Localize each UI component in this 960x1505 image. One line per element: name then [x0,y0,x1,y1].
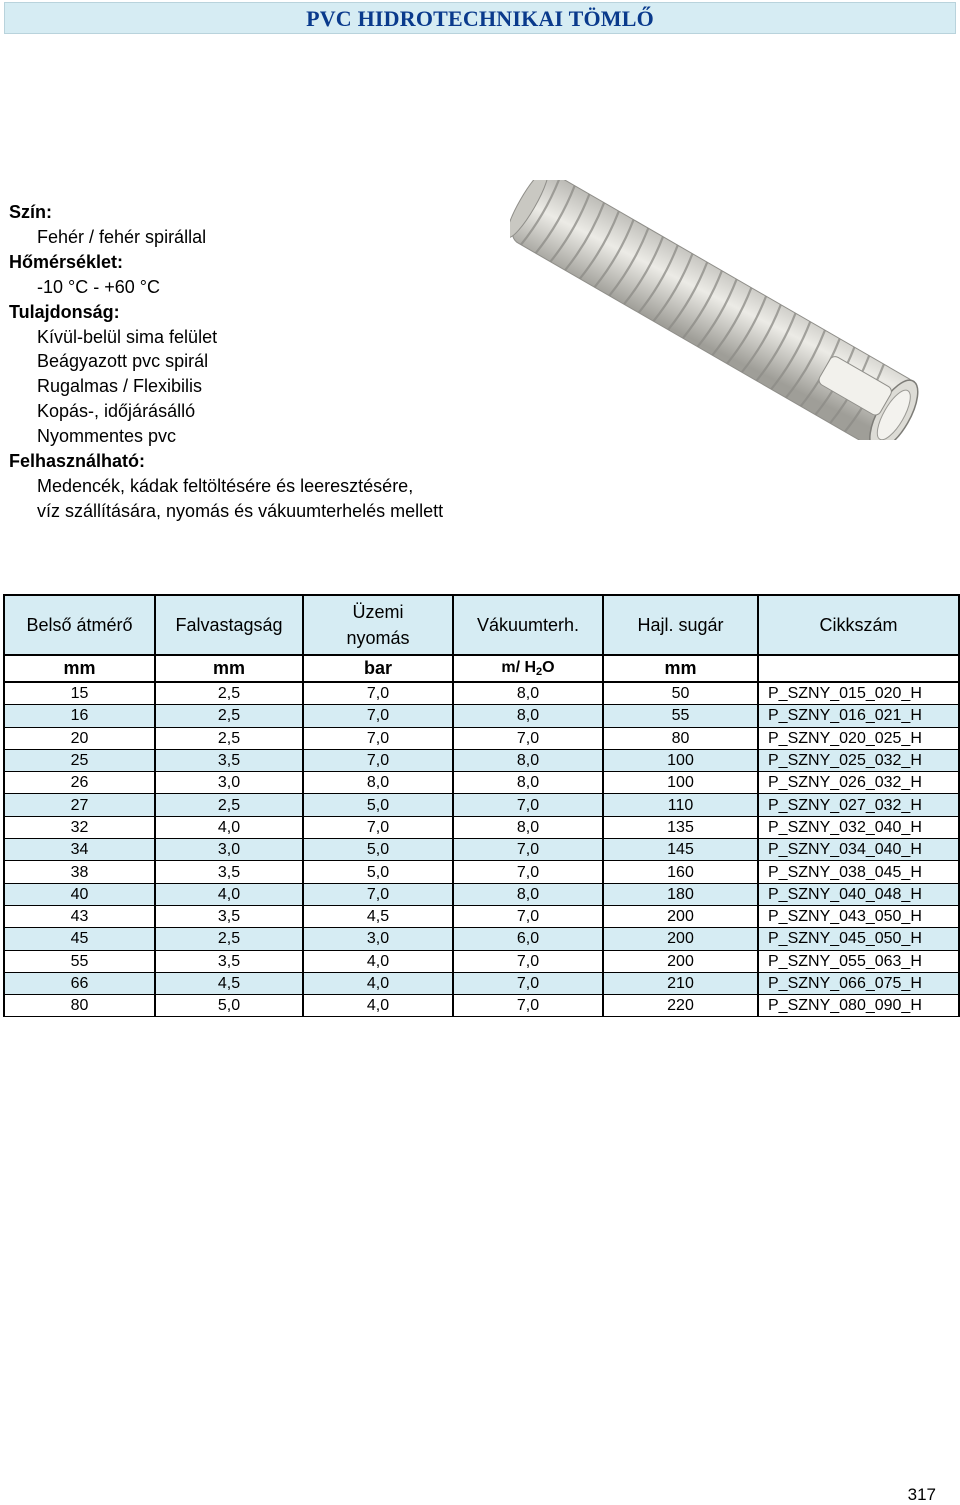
table-cell: 3,0 [303,928,453,950]
table-row [4,861,959,883]
table-cell: 8,0 [453,705,603,727]
table-row [4,749,959,771]
unit-cell: mm [603,655,758,682]
table-cell: P_SZNY_034_040_H [758,839,959,861]
table-units-row [4,655,959,682]
table-cell: 26 [4,772,155,794]
unit-cell [453,655,603,682]
table-cell: 110 [603,794,758,816]
table-cell: 135 [603,816,758,838]
table-cell: 3,5 [155,861,303,883]
table-row [4,727,959,749]
table-cell: P_SZNY_040_048_H [758,883,959,905]
unit-cell [758,655,959,682]
table-cell: 7,0 [303,682,453,705]
temperature-label: Hőmérséklet: [9,251,124,272]
table-cell: 20 [4,727,155,749]
table-cell: P_SZNY_038_045_H [758,861,959,883]
table-cell: P_SZNY_080_090_H [758,995,959,1017]
table-cell: 8,0 [453,682,603,705]
table-cell: 4,5 [303,905,453,927]
table-cell: 2,5 [155,928,303,950]
hose-product-image [510,180,930,440]
table-row [4,705,959,727]
table-cell: 7,0 [453,839,603,861]
table-cell: 4,0 [303,995,453,1017]
table-cell: 7,0 [303,749,453,771]
table-cell: 7,0 [303,816,453,838]
table-cell: 7,0 [453,995,603,1017]
table-cell: 6,0 [453,928,603,950]
table-row [4,772,959,794]
table-cell: 3,0 [155,772,303,794]
table-cell: 5,0 [155,995,303,1017]
color-value: Fehér / fehér spirállal [37,226,207,247]
table-cell: P_SZNY_032_040_H [758,816,959,838]
unit-vacuum-suffix: O [542,659,555,676]
table-cell: 15 [4,682,155,705]
color-label: Szín: [9,202,52,222]
table-row [4,972,959,994]
table-row [4,928,959,950]
property-item: Beágyazott pvc spirál [37,351,209,372]
table-cell: 4,0 [303,972,453,994]
table-cell: 8,0 [453,772,603,794]
table-cell: P_SZNY_066_075_H [758,972,959,994]
table-row [4,905,959,927]
table-cell: P_SZNY_026_032_H [758,772,959,794]
table-cell: 7,0 [453,905,603,927]
table-cell: 3,0 [155,839,303,861]
title-bar [4,2,956,34]
table-cell: 5,0 [303,794,453,816]
table-cell: 200 [603,950,758,972]
table-cell: 4,5 [155,972,303,994]
header-article-number: Cikkszám [758,595,959,655]
table-cell: P_SZNY_055_063_H [758,950,959,972]
table-cell: 50 [603,682,758,705]
table-cell: 200 [603,905,758,927]
table-row [4,682,959,705]
table-cell: 55 [4,950,155,972]
table-header-row [4,595,959,655]
table-cell: 2,5 [155,682,303,705]
header-inner-diameter: Belső átmérő [4,595,155,655]
table-cell: 7,0 [303,883,453,905]
table-cell: 4,0 [303,950,453,972]
product-specs [9,200,443,524]
usage-item: Medencék, kádak feltöltésére és leeresztésére, [37,475,414,496]
property-item: Kívül-belül sima felület [37,326,218,347]
table-cell: 8,0 [453,883,603,905]
table-cell: 7,0 [453,861,603,883]
table-cell: 32 [4,816,155,838]
table-cell: 7,0 [303,705,453,727]
property-item: Rugalmas / Flexibilis [37,376,203,397]
table-cell: 40 [4,883,155,905]
temperature-value: -10 °C - +60 °C [37,276,160,297]
table-cell: 80 [4,995,155,1017]
table-cell: 66 [4,972,155,994]
table-cell: 160 [603,861,758,883]
usage-item: víz szállítására, nyomás és vákuumterhelés mellett [37,500,444,521]
table-cell: 45 [4,928,155,950]
header-bend-radius: Hajl. sugár [603,595,758,655]
table-cell: P_SZNY_025_032_H [758,749,959,771]
table-cell: 43 [4,905,155,927]
table-cell: 3,5 [155,749,303,771]
unit-subscript: 2 [536,666,543,678]
table-cell: 25 [4,749,155,771]
table-cell: 145 [603,839,758,861]
usage-label: Felhasználható: [9,451,146,472]
table-cell: 8,0 [303,772,453,794]
unit-vacuum: m/ H [501,659,537,676]
table-cell: 100 [603,749,758,771]
table-cell: 7,0 [303,727,453,749]
table-cell: 16 [4,705,155,727]
table-cell: 3,5 [155,950,303,972]
table-cell: 2,5 [155,727,303,749]
table-cell: P_SZNY_015_020_H [758,682,959,705]
table-cell: P_SZNY_016_021_H [758,705,959,727]
page-number: 317 [907,1485,936,1504]
table-body [4,682,959,1017]
table-cell: P_SZNY_027_032_H [758,794,959,816]
table-cell: 34 [4,839,155,861]
table-row [4,950,959,972]
property-item: Kopás-, időjárásálló [37,401,196,422]
table-cell: 7,0 [453,972,603,994]
table-cell: 8,0 [453,749,603,771]
unit-cell: mm [4,655,155,682]
unit-cell: mm [155,655,303,682]
table-cell: 7,0 [453,950,603,972]
table-cell: 180 [603,883,758,905]
table-cell: 2,5 [155,705,303,727]
table-cell: 5,0 [303,861,453,883]
table-cell: 5,0 [303,839,453,861]
table-cell: 2,5 [155,794,303,816]
header-wall-thickness: Falvastagság [155,595,303,655]
table-row [4,816,959,838]
table-cell: P_SZNY_043_050_H [758,905,959,927]
table-cell: 220 [603,995,758,1017]
table-cell: 55 [603,705,758,727]
table-cell: 27 [4,794,155,816]
table-row [4,794,959,816]
table-cell: 38 [4,861,155,883]
table-cell: 8,0 [453,816,603,838]
table-cell: P_SZNY_020_025_H [758,727,959,749]
table-cell: 4,0 [155,816,303,838]
table-row [4,839,959,861]
table-cell: 7,0 [453,794,603,816]
header-working-pressure: Üzemi nyomás [303,595,453,655]
hose-spec-table [3,594,960,1017]
table-row [4,883,959,905]
properties-label: Tulajdonság: [9,301,120,322]
table-cell: 3,5 [155,905,303,927]
unit-cell: bar [303,655,453,682]
page-title: PVC HIDROTECHNIKAI TÖMLŐ [306,6,654,31]
property-item: Nyommentes pvc [37,426,177,447]
table-cell: 80 [603,727,758,749]
table-cell: 100 [603,772,758,794]
table-cell: 7,0 [453,727,603,749]
table-cell: 200 [603,928,758,950]
header-vacuum: Vákuumterh. [453,595,603,655]
table-cell: 210 [603,972,758,994]
table-cell: P_SZNY_045_050_H [758,928,959,950]
table-cell: 4,0 [155,883,303,905]
table-row [4,995,959,1017]
